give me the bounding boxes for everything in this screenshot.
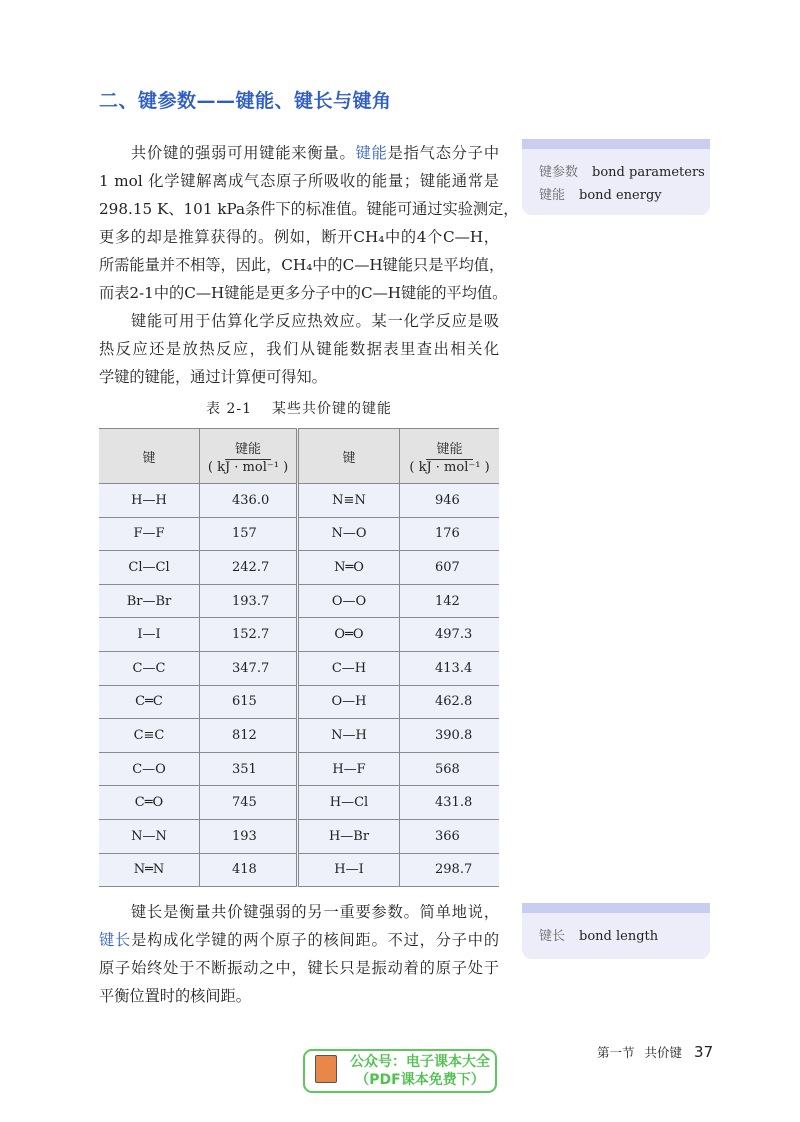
page-number: 37 bbox=[694, 1043, 714, 1061]
bond-cell: C—O bbox=[99, 752, 200, 786]
glossary-en: bond energy bbox=[579, 188, 662, 203]
text-line: 原子始终处于不断振动之中，键长只是振动着的原子处于 bbox=[99, 959, 499, 977]
table-row bbox=[99, 584, 499, 618]
bond-cell: N—H bbox=[298, 719, 400, 753]
text: 共价键的强弱可用键能来衡量。 bbox=[131, 144, 356, 162]
glossary-cn: 键能 bbox=[539, 188, 566, 203]
energy-cell: 193 bbox=[200, 819, 298, 853]
text-line: 热反应还是放热反应，我们从键能数据表里查出相关化 bbox=[99, 340, 499, 358]
energy-cell: 390.8 bbox=[400, 719, 500, 753]
table-row bbox=[99, 819, 499, 853]
text: 是构成化学键的两个原子的核间距。不过，分子中的 bbox=[131, 931, 500, 949]
caption-title: 某些共价键的键能 bbox=[272, 401, 392, 417]
text: 是指气态分子中 bbox=[387, 144, 500, 162]
bond-cell: N≡N bbox=[298, 484, 400, 518]
text-line: 学键的键能，通过计算便可得知。 bbox=[99, 368, 327, 386]
energy-cell: 615 bbox=[200, 685, 298, 719]
energy-cell: 607 bbox=[400, 551, 500, 585]
bond-energy-table bbox=[99, 428, 499, 887]
table-row bbox=[99, 618, 499, 652]
energy-cell: 298.7 bbox=[400, 853, 500, 887]
table-header-row bbox=[99, 429, 499, 484]
bond-cell: C≡C bbox=[99, 719, 200, 753]
bond-cell: Br—Br bbox=[99, 584, 200, 618]
text-line: 1 mol 化学键解离成气态原子所吸收的能量；键能通常是 bbox=[99, 172, 499, 190]
table-row bbox=[99, 517, 499, 551]
watermark-line2: （PDF课本免费下） bbox=[355, 1072, 485, 1088]
footer-section: 第一节 bbox=[597, 1045, 635, 1060]
energy-cell: 568 bbox=[400, 752, 500, 786]
text-line: 所需能量并不相等，因此，CH₄中的C—H键能只是平均值， bbox=[99, 256, 505, 274]
bond-cell: N—N bbox=[99, 819, 200, 853]
book-icon bbox=[315, 1055, 337, 1083]
bond-cell: O═O bbox=[298, 618, 400, 652]
header-unit: ( kJ · mol⁻¹ ) bbox=[409, 459, 490, 475]
bond-cell: O—O bbox=[298, 584, 400, 618]
watermark-line1: 公众号：电子课本大全 bbox=[350, 1054, 490, 1070]
energy-cell: 431.8 bbox=[400, 786, 500, 820]
term-bond-length: 键长 bbox=[99, 931, 132, 949]
energy-cell: 413.4 bbox=[400, 651, 500, 685]
table-row bbox=[99, 719, 499, 753]
energy-cell: 193.7 bbox=[200, 584, 298, 618]
table-row bbox=[99, 651, 499, 685]
glossary-box bbox=[522, 139, 710, 215]
energy-cell: 418 bbox=[200, 853, 298, 887]
text-line: 298.15 K、101 kPa条件下的标准值。键能可通过实验测定， bbox=[99, 200, 519, 218]
header-unit: ( kJ · mol⁻¹ ) bbox=[207, 459, 289, 475]
bond-cell: H—F bbox=[298, 752, 400, 786]
energy-cell: 142 bbox=[400, 584, 500, 618]
caption-number: 表 2-1 bbox=[206, 401, 252, 417]
bond-cell: N—O bbox=[298, 517, 400, 551]
energy-cell: 152.7 bbox=[200, 618, 298, 652]
glossary-en: bond length bbox=[579, 929, 659, 944]
page-footer bbox=[597, 1043, 713, 1061]
footer-chapter: 共价键 bbox=[644, 1045, 683, 1060]
table-row bbox=[99, 752, 499, 786]
bond-cell: N═O bbox=[298, 551, 400, 585]
text-line: 平衡位置时的核间距。 bbox=[99, 987, 251, 1005]
energy-cell: 351 bbox=[200, 752, 298, 786]
watermark-badge bbox=[303, 1049, 497, 1093]
energy-cell: 157 bbox=[200, 517, 298, 551]
bond-cell: C—H bbox=[298, 651, 400, 685]
energy-cell: 436.0 bbox=[200, 484, 298, 518]
glossary-en: bond parameters bbox=[592, 165, 705, 180]
glossary-item bbox=[522, 184, 710, 207]
bond-cell: C═C bbox=[99, 685, 200, 719]
bond-cell: F—F bbox=[99, 517, 200, 551]
glossary-item bbox=[522, 925, 710, 948]
table-row bbox=[99, 786, 499, 820]
table-caption bbox=[99, 398, 499, 418]
table-row bbox=[99, 551, 499, 585]
energy-cell: 745 bbox=[200, 786, 298, 820]
bond-cell: O—H bbox=[298, 685, 400, 719]
bond-cell: H—I bbox=[298, 853, 400, 887]
header-energy bbox=[400, 429, 500, 484]
energy-cell: 366 bbox=[400, 819, 500, 853]
glossary-item bbox=[522, 161, 710, 184]
glossary-cn: 键长 bbox=[539, 929, 566, 944]
bond-cell: C═O bbox=[99, 786, 200, 820]
energy-cell: 946 bbox=[400, 484, 500, 518]
header-bond: 键 bbox=[99, 429, 200, 484]
text-line: 更多的却是推算获得的。例如，断开CH₄中的4个C—H， bbox=[99, 228, 499, 246]
glossary-box bbox=[522, 903, 710, 959]
table-row bbox=[99, 484, 499, 518]
energy-cell: 242.7 bbox=[200, 551, 298, 585]
energy-cell: 497.3 bbox=[400, 618, 500, 652]
section-heading: 二、键参数——键能、键长与键角 bbox=[99, 90, 392, 112]
bond-cell: H—Br bbox=[298, 819, 400, 853]
bond-cell: N═N bbox=[99, 853, 200, 887]
text-line: 而表2-1中的C—H键能是更多分子中的C—H键能的平均值。 bbox=[99, 284, 508, 302]
header-energy-label: 键能 bbox=[225, 438, 271, 460]
term-bond-energy: 键能 bbox=[355, 144, 388, 162]
energy-cell: 462.8 bbox=[400, 685, 500, 719]
energy-cell: 176 bbox=[400, 517, 500, 551]
text-line: 键能可用于估算化学反应热效应。某一化学反应是吸 bbox=[131, 312, 499, 330]
bond-cell: I—I bbox=[99, 618, 200, 652]
bond-cell: Cl—Cl bbox=[99, 551, 200, 585]
table-row bbox=[99, 685, 499, 719]
header-energy-label: 键能 bbox=[426, 438, 472, 460]
energy-cell: 347.7 bbox=[200, 651, 298, 685]
bond-cell: H—Cl bbox=[298, 786, 400, 820]
bond-cell: C—C bbox=[99, 651, 200, 685]
energy-cell: 812 bbox=[200, 719, 298, 753]
glossary-cn: 键参数 bbox=[539, 165, 579, 180]
text-line: 键长是衡量共价键强弱的另一重要参数。简单地说， bbox=[131, 903, 499, 921]
header-energy bbox=[200, 429, 298, 484]
table-row bbox=[99, 853, 499, 887]
header-bond: 键 bbox=[298, 429, 400, 484]
bond-cell: H—H bbox=[99, 484, 200, 518]
